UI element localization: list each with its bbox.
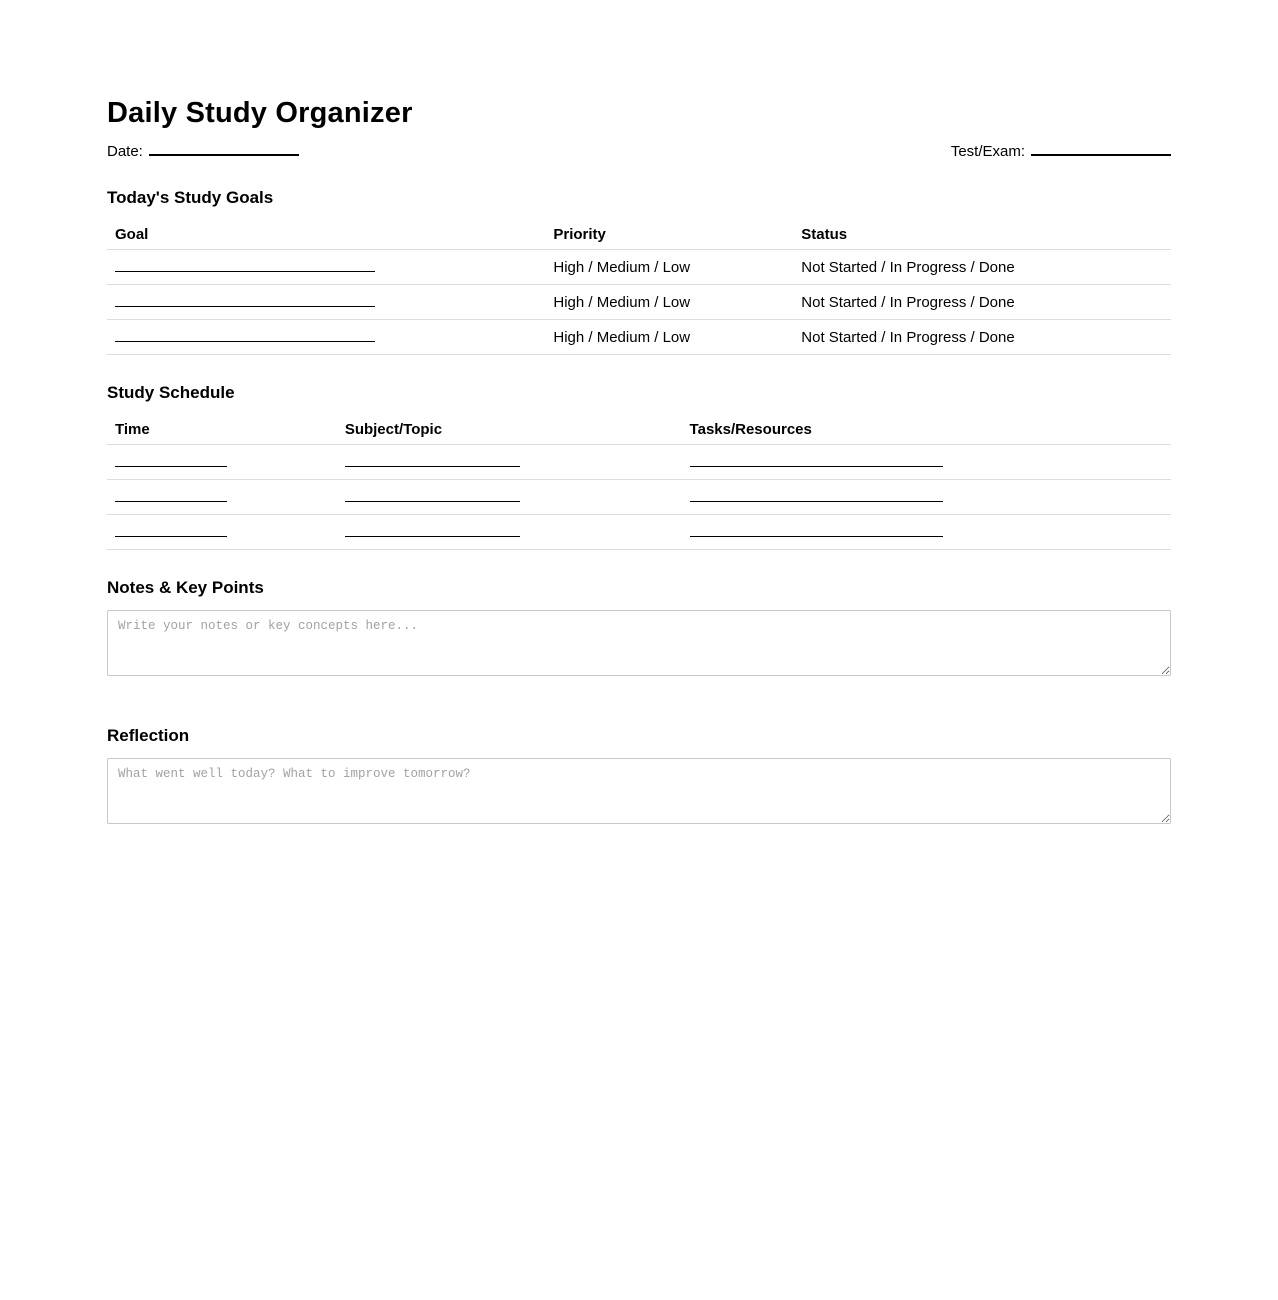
goal-cell (107, 320, 545, 355)
test-exam-field-group (951, 142, 1171, 160)
goals-row (107, 250, 1171, 285)
tasks-blank-line (690, 453, 943, 467)
goal-cell (107, 250, 545, 285)
priority-cell: High / Medium / Low (545, 250, 793, 285)
goals-row (107, 320, 1171, 355)
goals-header-row (107, 220, 1171, 250)
schedule-row (107, 480, 1171, 515)
goal-blank-line (115, 293, 375, 307)
goal-blank-line (115, 258, 375, 272)
time-cell (107, 480, 337, 515)
meta-row (107, 142, 1171, 160)
subject-blank-line (345, 453, 520, 467)
subject-blank-line (345, 523, 520, 537)
subject-cell (337, 515, 682, 550)
test-exam-label: Test/Exam: (950, 143, 1025, 161)
date-field-group (107, 142, 299, 160)
notes-textarea[interactable] (107, 610, 1171, 676)
status-cell: Not Started / In Progress / Done (793, 320, 1171, 355)
subject-cell (337, 480, 682, 515)
tasks-blank-line (690, 523, 943, 537)
schedule-col-time: Time (107, 415, 337, 445)
reflection-section-heading: Reflection (107, 726, 190, 746)
page-container (107, 0, 1171, 829)
goals-col-priority: Priority (545, 220, 793, 250)
schedule-col-subject: Subject/Topic (337, 415, 682, 445)
schedule-header-row (107, 415, 1171, 445)
goal-blank-line (115, 328, 375, 342)
subject-blank-line (345, 488, 520, 502)
page-title: Daily Study Organizer (107, 97, 413, 129)
priority-cell: High / Medium / Low (545, 285, 793, 320)
tasks-cell (682, 445, 1171, 480)
goals-col-status: Status (793, 220, 1171, 250)
time-cell (107, 445, 337, 480)
schedule-row (107, 445, 1171, 480)
priority-cell: High / Medium / Low (545, 320, 793, 355)
status-cell: Not Started / In Progress / Done (793, 250, 1171, 285)
subject-cell (337, 445, 682, 480)
time-blank-line (115, 523, 227, 537)
goals-table (107, 220, 1171, 355)
date-label: Date: (107, 143, 143, 161)
test-exam-blank-line (1031, 142, 1171, 156)
notes-section-heading: Notes & Key Points (107, 578, 264, 598)
time-cell (107, 515, 337, 550)
goals-row (107, 285, 1171, 320)
goal-cell (107, 285, 545, 320)
reflection-textarea[interactable] (107, 758, 1171, 824)
schedule-table (107, 415, 1171, 550)
goals-section-heading: Today's Study Goals (107, 188, 274, 208)
schedule-col-tasks: Tasks/Resources (682, 415, 1171, 445)
status-cell: Not Started / In Progress / Done (793, 285, 1171, 320)
date-blank-line (149, 142, 299, 156)
goals-col-goal: Goal (107, 220, 545, 250)
tasks-blank-line (690, 488, 943, 502)
tasks-cell (682, 515, 1171, 550)
time-blank-line (115, 453, 227, 467)
time-blank-line (115, 488, 227, 502)
schedule-section-heading: Study Schedule (107, 383, 235, 403)
tasks-cell (682, 480, 1171, 515)
schedule-row (107, 515, 1171, 550)
